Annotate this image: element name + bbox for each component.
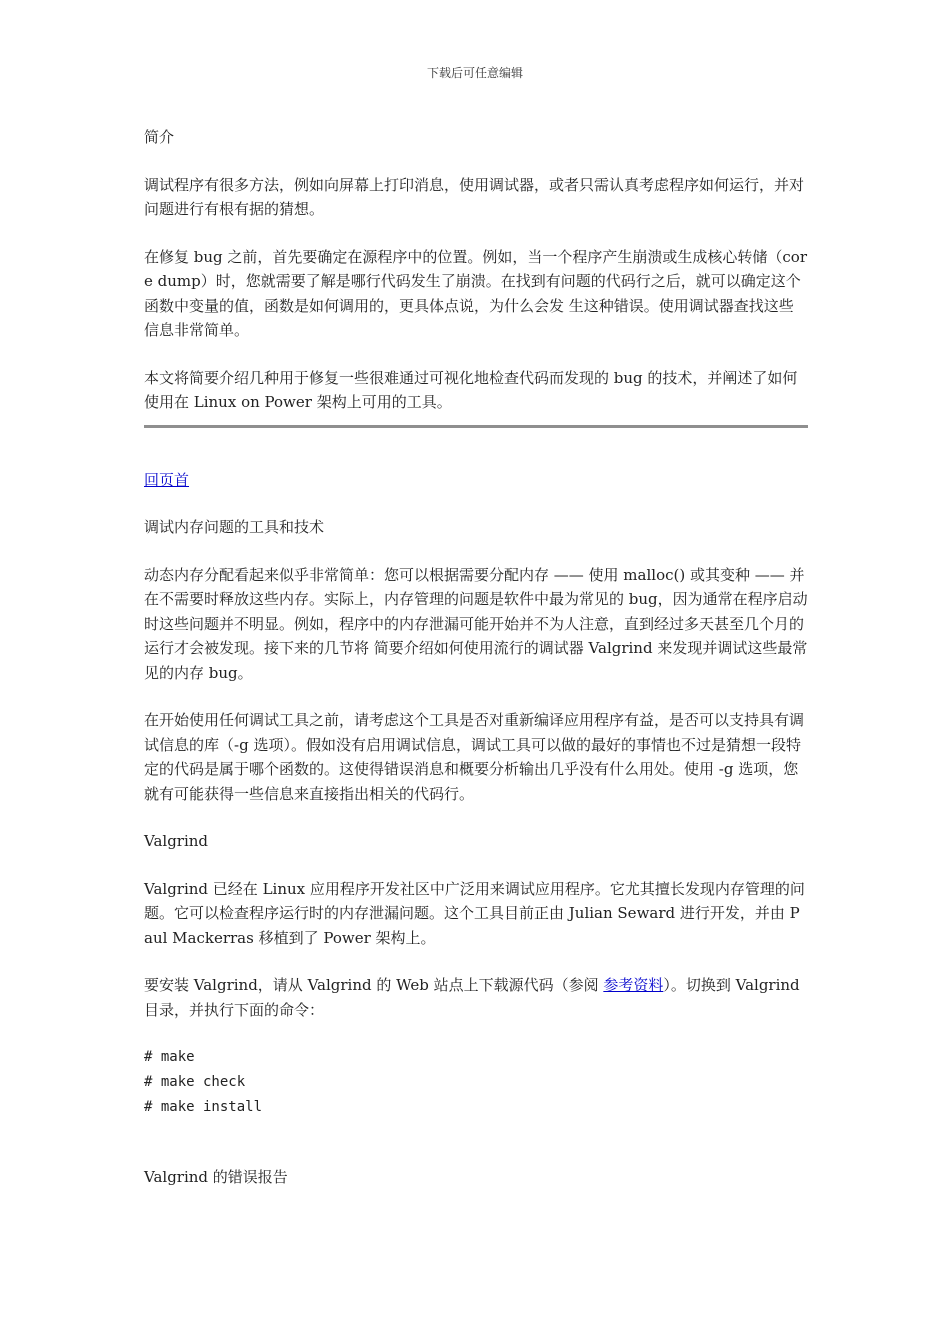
valgrind-install-paragraph: [144, 973, 808, 1022]
page-header: 下载后可任意编辑: [426, 66, 523, 80]
section-title-memory: 调试内存问题的工具和技术: [144, 518, 325, 536]
references-link[interactable]: 参考资料: [603, 976, 664, 994]
section-title-valgrind: Valgrind: [144, 832, 209, 850]
document-body: [144, 125, 808, 1213]
install-commands: [144, 1045, 808, 1120]
install-text-after: ）。切换到 Valgrind 目录，并执行下面的命令：: [144, 976, 800, 1019]
command-line: # make check: [144, 1074, 246, 1090]
intro-paragraph-1: 调试程序有很多方法，例如向屏幕上打印消息，使用调试器，或者只需认真考虑程序如何运行，并对问题进行有根有据的猜想。: [144, 175, 805, 218]
section-title-error-report: Valgrind 的错误报告: [144, 1168, 288, 1186]
back-to-top: [144, 468, 808, 493]
command-line: # make: [144, 1049, 195, 1065]
install-text-before: 要安装 Valgrind，请从 Valgrind 的 Web 站点上下载源代码（参阅: [144, 976, 604, 994]
section-divider: [144, 425, 808, 428]
memory-paragraph-2: 在开始使用任何调试工具之前，请考虑这个工具是否对重新编译应用程序有益，是否可以支持具有调试信息的库（-g 选项）。假如没有启用调试信息，调试工具可以做的最好的事情也不过是猜想一段特定的代码是属于哪个函数的。这使得错误消息和概要分析输出几乎没有什么用处。使用 -g 选项，您就有可能获得一些信息来直接指出相关的代码行。: [144, 711, 805, 803]
valgrind-paragraph-1: Valgrind 已经在 Linux 应用程序开发社区中广泛用来调试应用程序。它尤其擅长发现内存管理的问题。它可以检查程序运行时的内存泄漏问题。这个工具目前正由 Julian Seward 进行开发，并由 Paul Mackerras 移植到了 Power 架构上。: [144, 879, 805, 947]
intro-paragraph-3: 本文将简要介绍几种用于修复一些很难通过可视化地检查代码而发现的 bug 的技术，并阐述了如何使用在 Linux on Power 架构上可用的工具。: [144, 368, 798, 411]
section-title-intro: 简介: [144, 128, 175, 146]
back-to-top-link[interactable]: 回页首: [144, 470, 190, 489]
intro-paragraph-2: 在修复 bug 之前，首先要确定在源程序中的位置。例如，当一个程序产生崩溃或生成核心转储（core dump）时，您就需要了解是哪行代码发生了崩溃。在找到有问题的代码行之后，就可以确定这个函数中变量的值，函数是如何调用的，更具体点说，为什么会发 生这种错误。使用调试器查找这些信息非常简单。: [144, 247, 808, 339]
memory-paragraph-1: 动态内存分配看起来似乎非常简单：您可以根据需要分配内存 —— 使用 malloc() 或其变种 —— 并在不需要时释放这些内存。实际上，内存管理的问题是软件中最为常见的 bug，因为通常在程序启动时这些问题并不明显。例如，程序中的内存泄漏可能开始并不为人注意，直到经过多天甚至几个月的运行才会被发现。接下来的几节将 简要介绍如何使用流行的调试器 Valgrind 来发现并调试这些最常见的内存 bug。: [144, 565, 808, 682]
command-line: # make install: [144, 1099, 263, 1115]
